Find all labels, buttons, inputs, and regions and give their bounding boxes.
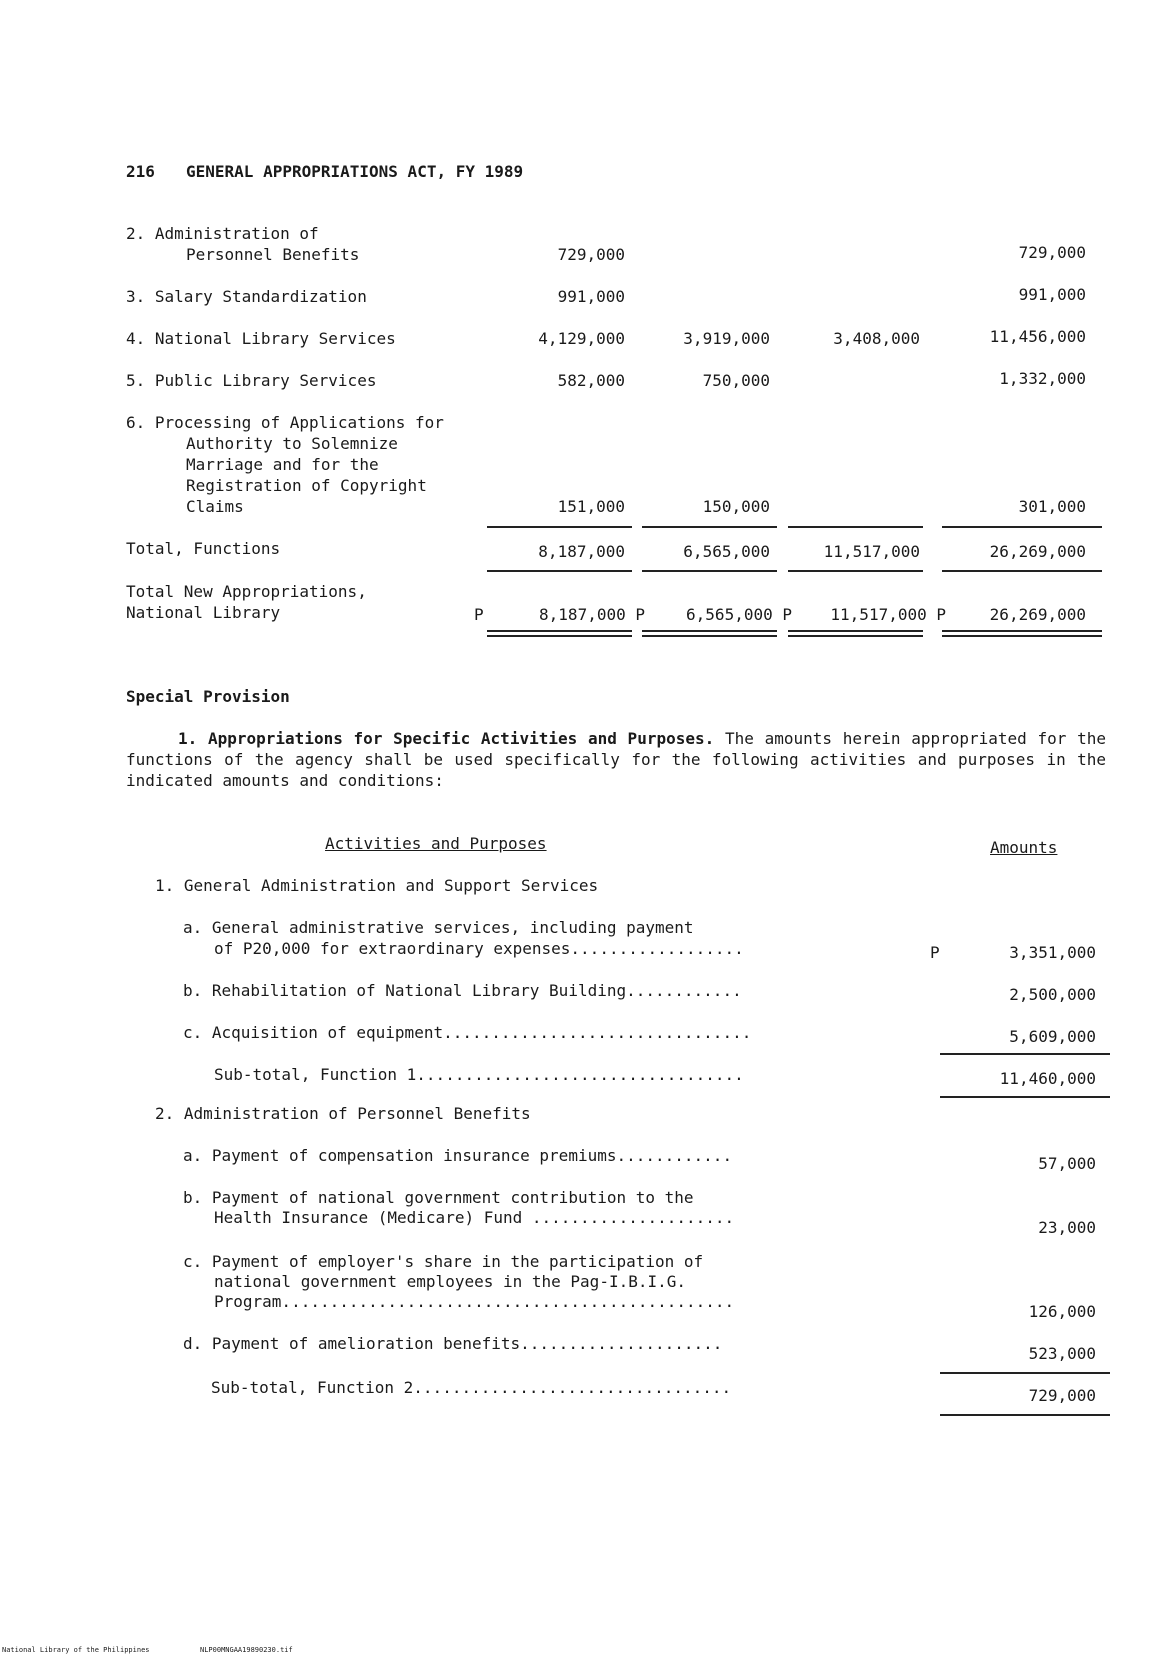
- total-new-label: Total New Appropriations,: [126, 582, 367, 601]
- footer-filename: NLP00MNGAA19890230.tif: [200, 1646, 293, 1654]
- subtotal-rule: [940, 1372, 1110, 1374]
- total-new-label: National Library: [126, 603, 281, 622]
- function-label: Personnel Benefits: [186, 245, 360, 264]
- activity-text: Health Insurance (Medicare) Fund .....................: [214, 1208, 735, 1227]
- group-title: 2. Administration of Personnel Benefits: [155, 1104, 531, 1123]
- subtotal-rule: [940, 1414, 1110, 1416]
- footer-library: National Library of the Philippines: [2, 1646, 150, 1654]
- subtotal-rule: [940, 1096, 1110, 1098]
- total-total: 26,269,000: [989, 542, 1086, 561]
- group-title: 1. General Administration and Support Services: [155, 876, 599, 895]
- function-label: Registration of Copyright: [186, 476, 427, 495]
- function-col2: 150,000: [702, 497, 770, 516]
- function-label: Claims: [186, 497, 244, 516]
- double-rule: [788, 630, 923, 637]
- function-label: 2. Administration of: [126, 224, 319, 243]
- function-col3: 3,408,000: [833, 329, 920, 348]
- column-rule: [642, 570, 777, 572]
- column-rule: [942, 570, 1102, 572]
- subtotal-label: Sub-total, Function 2.................................: [211, 1378, 732, 1397]
- activity-text: of P20,000 for extraordinary expenses..................: [214, 939, 744, 958]
- activity-text: a. General administrative services, including payment: [183, 918, 694, 937]
- function-total: 729,000: [1018, 243, 1086, 262]
- function-col1: 151,000: [557, 497, 625, 516]
- activity-amount: 5,609,000: [1009, 1027, 1096, 1046]
- activity-amount: 126,000: [1028, 1302, 1096, 1321]
- subtotal-rule: [940, 1053, 1110, 1055]
- function-label: Marriage and for the: [186, 455, 379, 474]
- double-rule: [642, 630, 777, 637]
- total-col2: 6,565,000: [683, 542, 770, 561]
- special-provision-paragraph: [126, 728, 1106, 791]
- column-rule: [642, 526, 777, 528]
- para-title: Appropriations for Specific Activities and Purposes.: [207, 729, 715, 748]
- function-col2: 750,000: [702, 371, 770, 390]
- function-label: 4. National Library Services: [126, 329, 396, 348]
- activity-amount: 523,000: [1028, 1344, 1096, 1363]
- total-label: Total, Functions: [126, 539, 281, 558]
- function-label: 6. Processing of Applications for: [126, 413, 444, 432]
- subtotal-label: Sub-total, Function 1..................................: [214, 1065, 744, 1084]
- activity-text: c. Payment of employer's share in the participation of: [183, 1252, 704, 1271]
- activity-amount: 3,351,000: [1009, 943, 1096, 962]
- activity-text: b. Payment of national government contribution to the: [183, 1188, 694, 1207]
- function-total: 991,000: [1018, 285, 1086, 304]
- total-new-col1: 8,187,000 P: [539, 605, 645, 624]
- activity-text: c. Acquisition of equipment................................: [183, 1023, 752, 1042]
- function-label: Authority to Solemnize: [186, 434, 398, 453]
- activity-text: d. Payment of amelioration benefits.....................: [183, 1334, 723, 1353]
- function-col1: 729,000: [557, 245, 625, 264]
- function-col1: 991,000: [557, 287, 625, 306]
- subtotal-amount: 729,000: [1028, 1386, 1096, 1405]
- column-rule: [487, 570, 632, 572]
- activities-heading: Activities and Purposes: [325, 834, 547, 853]
- activity-amount: 23,000: [1038, 1218, 1096, 1237]
- total-new-col3: 11,517,000 P: [830, 605, 946, 624]
- total-col3: 11,517,000: [823, 542, 920, 561]
- activity-text: b. Rehabilitation of National Library Building............: [183, 981, 742, 1000]
- page-title: GENERAL APPROPRIATIONS ACT, FY 1989: [186, 162, 524, 181]
- column-rule: [788, 570, 923, 572]
- function-total: 1,332,000: [999, 369, 1086, 388]
- function-label: 5. Public Library Services: [126, 371, 377, 390]
- function-total: 11,456,000: [989, 327, 1086, 346]
- special-provision-heading: Special Provision: [126, 687, 290, 706]
- function-col2: 3,919,000: [683, 329, 770, 348]
- activity-amount: 2,500,000: [1009, 985, 1096, 1004]
- para-number: 1.: [178, 729, 198, 748]
- activity-text: a. Payment of compensation insurance premiums............: [183, 1146, 733, 1165]
- page-number: 216: [126, 162, 155, 181]
- column-rule: [487, 526, 632, 528]
- function-total: 301,000: [1018, 497, 1086, 516]
- amounts-heading: Amounts: [990, 838, 1058, 857]
- activity-text: Program...............................................: [214, 1292, 735, 1311]
- total-new-total: 26,269,000: [989, 605, 1086, 624]
- activity-amount: 57,000: [1038, 1154, 1096, 1173]
- para-text: The amounts herein appropriated for the functions of the agency shall be used specifically for the following activities and purposes in the indicated amounts and conditions:: [126, 729, 1107, 790]
- total-new-col2: 6,565,000 P: [686, 605, 792, 624]
- column-rule: [788, 526, 923, 528]
- subtotal-amount: 11,460,000: [999, 1069, 1096, 1088]
- peso-sign: P: [474, 605, 484, 624]
- function-col1: 582,000: [557, 371, 625, 390]
- function-label: 3. Salary Standardization: [126, 287, 367, 306]
- column-rule: [942, 526, 1102, 528]
- function-col1: 4,129,000: [538, 329, 625, 348]
- double-rule: [942, 630, 1102, 637]
- peso-sign: P: [930, 943, 940, 962]
- activity-text: national government employees in the Pag-I.B.I.G.: [214, 1272, 687, 1291]
- total-col1: 8,187,000: [538, 542, 625, 561]
- double-rule: [487, 630, 632, 637]
